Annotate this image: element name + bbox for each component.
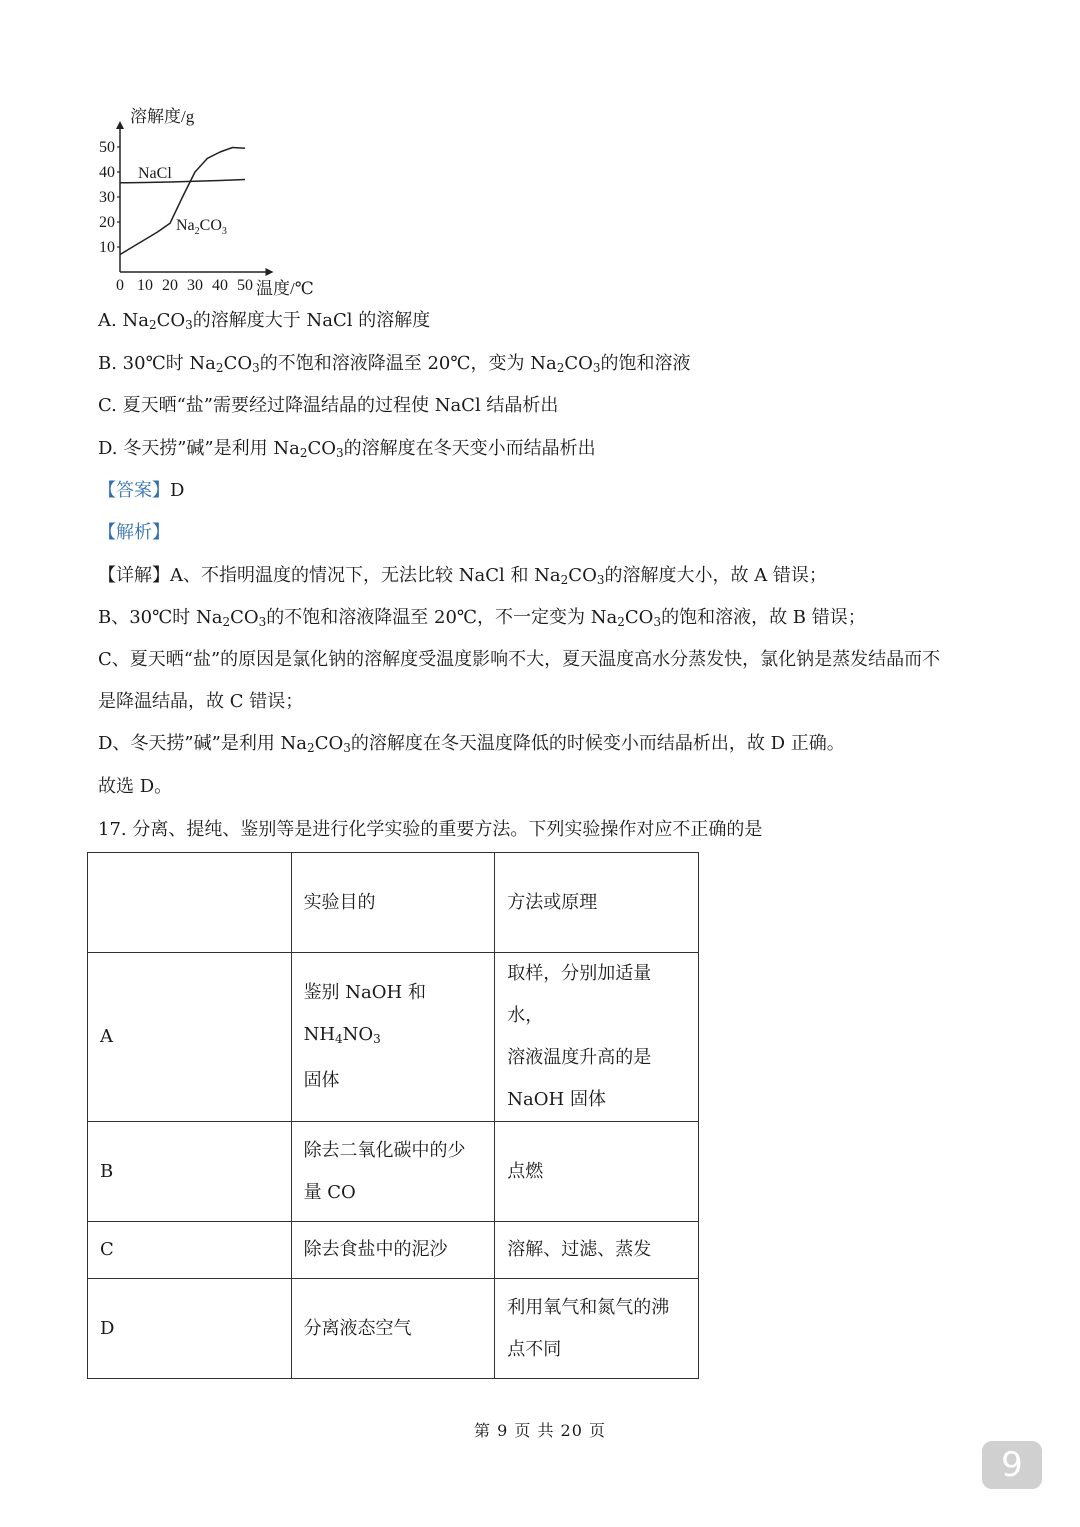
row-label: D	[88, 1279, 292, 1379]
detail-a: 【详解】A、不指明温度的情况下，无法比较 NaCl 和 $Na_2CO_3$的溶解度大小，故 A 错误；	[98, 565, 827, 587]
na2co3-series-label: $Na_2CO_3$	[176, 217, 227, 237]
row-method: 取样，分别加适量水， 溶液温度升高的是 NaOH 固体	[495, 953, 699, 1122]
y-tick-label: 10	[99, 239, 115, 256]
row-purpose: 除去二氧化碳中的少 量 CO	[291, 1122, 495, 1222]
x-tick-label: 50	[237, 277, 253, 294]
detail-c-line2: 是降温结晶，故 C 错误；	[98, 691, 304, 712]
y-axis-label: 溶解度/g	[130, 107, 195, 126]
option-a: A. $Na_2CO_3$的溶解度大于 NaCl 的溶解度	[98, 310, 431, 332]
y-tick-label: 20	[99, 214, 115, 231]
y-tick-label: 40	[99, 164, 115, 181]
table-header-cell: 方法或原理	[495, 853, 699, 953]
chart-axes	[116, 121, 274, 276]
option-c: C. 夏天晒“盐”需要经过降温结晶的过程使 NaCl 结晶析出	[98, 395, 559, 416]
x-tick-label: 30	[187, 277, 203, 294]
answer-line	[98, 479, 184, 503]
answer-tag: 【答案】	[98, 480, 170, 501]
row-label: A	[88, 953, 292, 1122]
row-label: B	[88, 1122, 292, 1222]
y-axis-arrow	[116, 121, 124, 129]
table-header-cell	[88, 853, 292, 953]
row-purpose: 鉴别 NaOH 和 $NH_4NO_3$ 固体	[291, 953, 495, 1122]
table-row	[88, 1222, 699, 1279]
option-b: B. 30℃时 $Na_2CO_3$的不饱和溶液降温至 20℃，变为 $Na_2CO_3$的饱和溶液	[98, 353, 691, 375]
detail-tag: 【详解】	[98, 565, 170, 586]
chart-series	[120, 148, 245, 255]
na2co3-curve	[120, 148, 245, 255]
page-number-badge: 9	[982, 1441, 1042, 1489]
row-purpose: 分离液态空气	[291, 1279, 495, 1379]
x-axis-arrow	[266, 268, 274, 276]
detail-c-line1: C、夏天晒“盐”的原因是氯化钠的溶解度受温度影响不大，夏天温度高水分蒸发快，氯化钠是蒸发结晶而不	[98, 649, 941, 670]
question-17-stem: 17. 分离、提纯、鉴别等是进行化学实验的重要方法。下列实验操作对应不正确的是	[98, 819, 763, 840]
row-method: 利用氧气和氮气的沸 点不同	[495, 1279, 699, 1379]
row-method: 点燃	[495, 1122, 699, 1222]
table-header-cell: 实验目的	[291, 853, 495, 953]
analysis-tag: 【解析】	[98, 522, 170, 543]
detail-b: B、30℃时 $Na_2CO_3$的不饱和溶液降温至 20℃，不一定变为 $Na_2CO_3$的饱和溶液，故 B 错误；	[98, 607, 866, 629]
detail-conclusion: 故选 D。	[98, 776, 173, 797]
page-footer: 第 9 页 共 20 页	[474, 1421, 606, 1440]
table-row	[88, 953, 699, 1122]
table-header-row	[88, 853, 699, 953]
y-tick-label: 50	[99, 139, 115, 156]
x-tick-label: 10	[137, 277, 153, 294]
row-label: C	[88, 1222, 292, 1279]
x-axis-label: 温度/℃	[256, 279, 314, 298]
question-17-table	[87, 852, 699, 1379]
table-row	[88, 1122, 699, 1222]
row-purpose: 除去食盐中的泥沙	[291, 1222, 495, 1279]
option-d: D. 冬天捞”碱”是利用 $Na_2CO_3$的溶解度在冬天变小而结晶析出	[98, 438, 596, 460]
y-tick-label: 30	[99, 189, 115, 206]
analysis-line	[98, 521, 170, 545]
answer-value: D	[170, 480, 185, 501]
row-method: 溶解、过滤、蒸发	[495, 1222, 699, 1279]
nacl-series-label: NaCl	[138, 165, 172, 182]
x-tick-label: 40	[212, 277, 228, 294]
solubility-chart	[90, 100, 330, 300]
x-tick-label: 0	[116, 277, 124, 294]
detail-d: D、冬天捞”碱”是利用 $Na_2CO_3$的溶解度在冬天温度降低的时候变小而结晶析出，故 D 正确。	[98, 733, 845, 755]
table-row	[88, 1279, 699, 1379]
x-tick-label: 20	[162, 277, 178, 294]
